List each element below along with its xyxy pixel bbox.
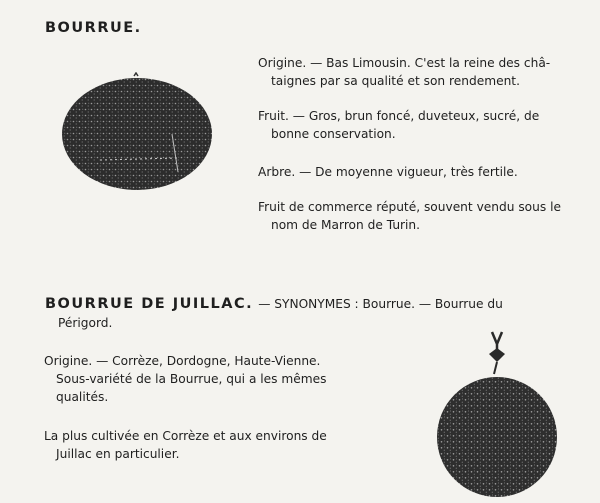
synonyms-text: — SYNONYMES : Bourrue. — Bourrue du (258, 297, 503, 311)
chestnut-illustration-2 (434, 326, 560, 498)
text-line: taignes par sa qualité et son rendement. (271, 74, 520, 88)
origine-paragraph-2 (44, 352, 326, 406)
text-line: Origine. — Corrèze, Dordogne, Haute-Vienne. (44, 354, 321, 368)
text-line: Origine. — Bas Limousin. C'est la reine des châ- (258, 56, 551, 70)
section-title-bourrue-de-juillac: BOURRUE DE JUILLAC. (45, 296, 254, 312)
text-line: Fruit. — Gros, brun foncé, duveteux, sucré, de (258, 109, 540, 123)
text-line: qualités. (56, 390, 109, 404)
text-line: Fruit de commerce réputé, souvent vendu sous le (258, 200, 561, 214)
text-line: La plus cultivée en Corrèze et aux environs de (44, 429, 327, 443)
text-line: Arbre. — De moyenne vigueur, très fertile. (258, 165, 518, 179)
culture-paragraph (44, 427, 327, 463)
fruit-paragraph (258, 107, 539, 143)
chestnut-illustration-1 (60, 72, 215, 192)
origine-paragraph-1 (258, 54, 550, 90)
text-line: nom de Marron de Turin. (271, 218, 421, 232)
arbre-paragraph (258, 163, 518, 181)
synonyms-continuation (58, 314, 112, 332)
commerce-paragraph (258, 198, 561, 234)
text-line: bonne conservation. (271, 127, 396, 141)
section-title-bourrue: BOURRUE. (45, 20, 142, 36)
text-line: Juillac en particulier. (56, 447, 180, 461)
text-line: Sous-variété de la Bourrue, qui a les mêmes (56, 372, 327, 386)
text-line: Périgord. (58, 316, 113, 330)
section-2-header (45, 293, 503, 312)
